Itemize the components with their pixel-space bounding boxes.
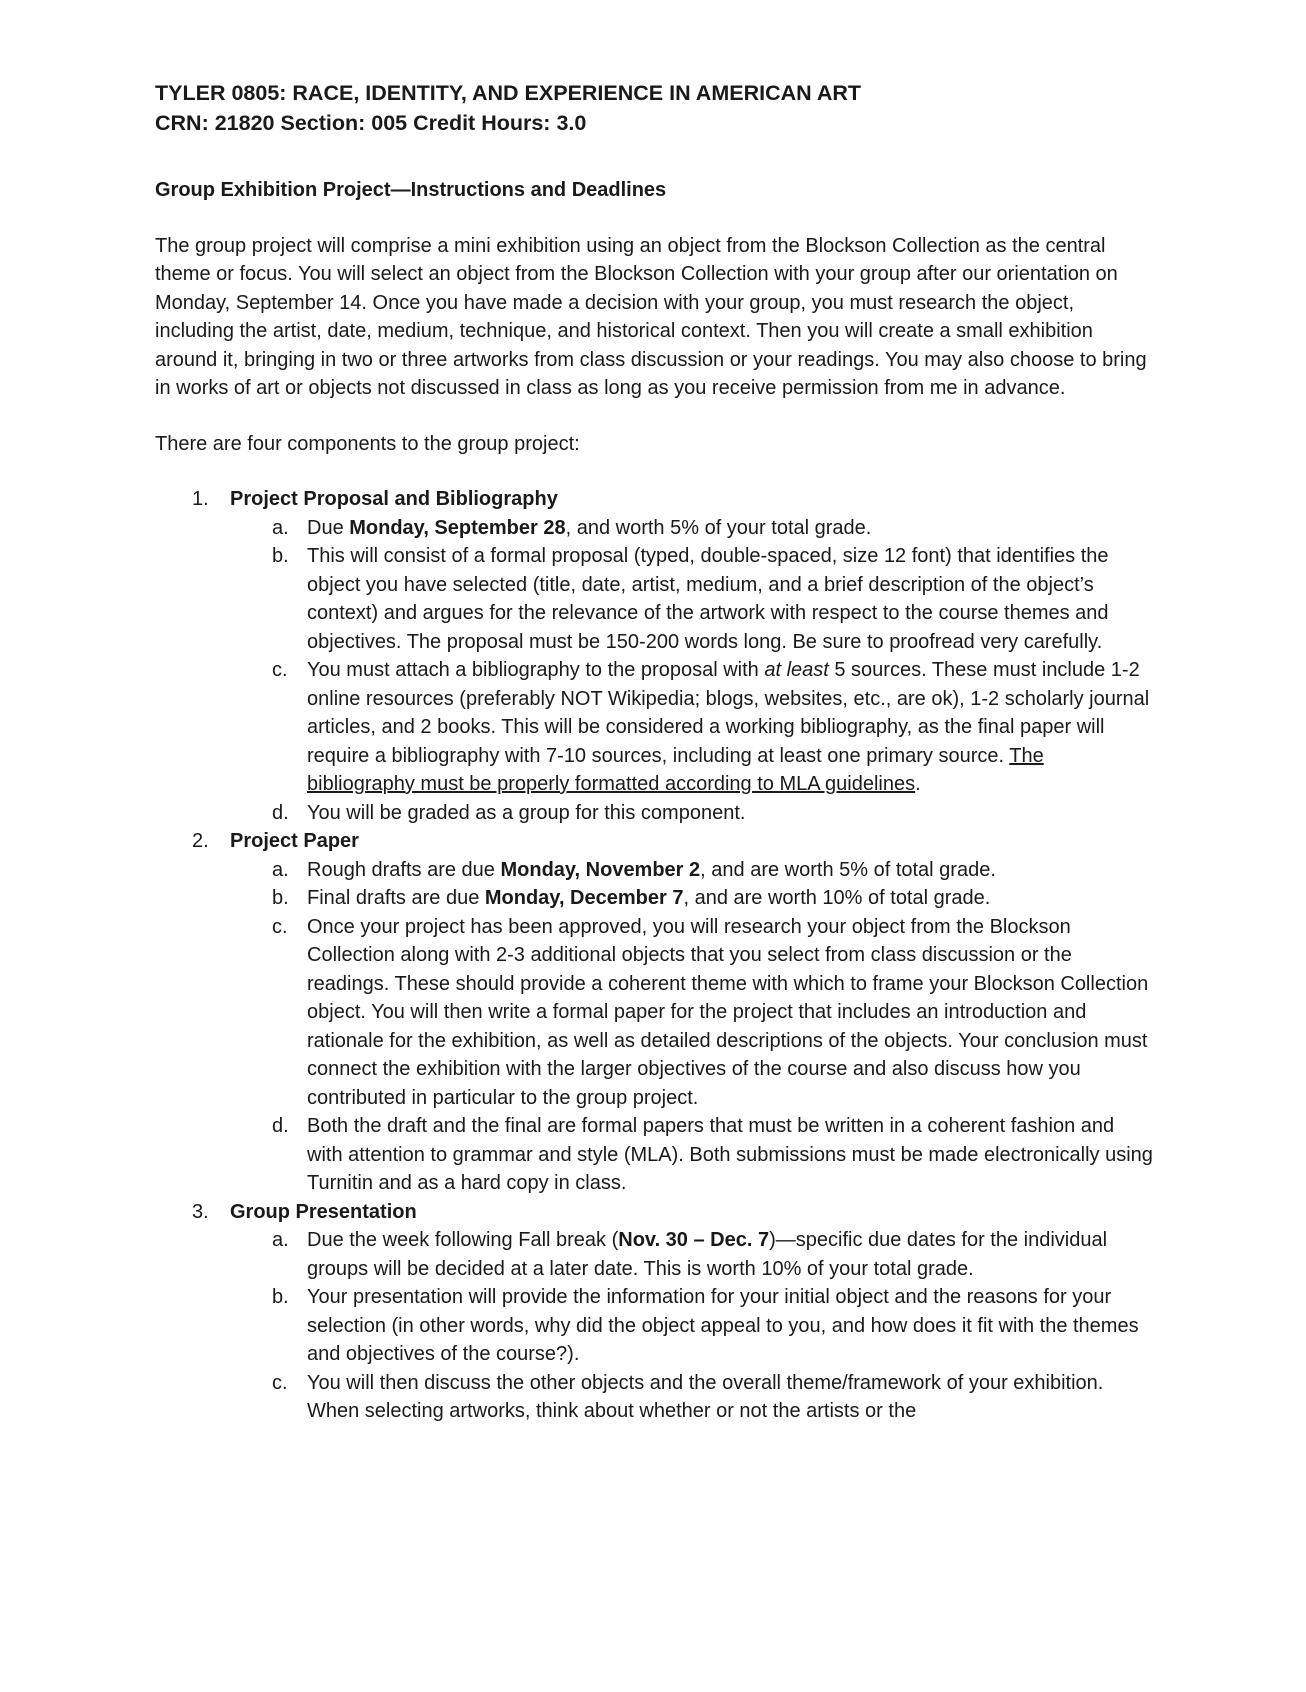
sub-item — [155, 799, 1155, 828]
sub-item — [155, 884, 1155, 913]
sub-item — [155, 856, 1155, 885]
sub-item-letter: b. — [272, 545, 289, 567]
item-title: Project Paper — [230, 830, 359, 852]
emphasis-text: at least — [764, 659, 829, 681]
sub-item — [155, 1226, 1155, 1283]
sub-item — [155, 913, 1155, 1113]
sub-item-text: Your presentation will provide the information for your initial object and the reasons for your selection (in other words, why did the object appeal to you, and how does it fit with the themes and objectives of the course?). — [307, 1286, 1139, 1365]
sub-item-letter: b. — [272, 887, 289, 909]
list-item-presentation — [155, 1198, 1155, 1227]
item-title: Project Proposal and Bibliography — [230, 488, 558, 510]
sub-item-letter: c. — [272, 915, 288, 938]
sub-item-text: Final drafts are due — [307, 887, 485, 909]
due-date: Nov. 30 – Dec. 7 — [618, 1229, 770, 1251]
sub-item-letter: a. — [272, 858, 289, 881]
sub-item-letter: d. — [272, 1115, 289, 1137]
sub-item-text: , and are worth 10% of total grade. — [683, 887, 991, 909]
sub-item-text: Both the draft and the final are formal papers that must be written in a coherent fashion and with attention to grammar and style (MLA). Both submissions must be made electronically using Turnitin and as a hard copy in class. — [307, 1115, 1153, 1194]
sub-item-letter: a. — [272, 1229, 289, 1251]
section-heading: Group Exhibition Project—Instructions and Deadlines — [155, 179, 667, 201]
sub-item-text: Due the week following Fall break ( — [307, 1229, 619, 1251]
course-info: CRN: 21820 Section: 005 Credit Hours: 3.0 — [155, 111, 587, 135]
item-number: 1. — [192, 488, 209, 510]
sub-item — [155, 656, 1155, 799]
sub-item-text: 5 sources. These must include 1-2 online resources (preferably NOT Wikipedia; blogs, websites, etc., are ok), 1-2 scholarly journal articles, and 2 books. This will be considered a working bibliography, as the final paper will require a bibliography with 7-10 sources, including at least one primary source. — [307, 659, 1150, 767]
sub-item-letter: c. — [272, 659, 288, 681]
item-number: 2. — [192, 830, 209, 852]
sub-item — [155, 1369, 1155, 1426]
sub-item — [155, 542, 1155, 656]
sub-item-letter: a. — [272, 516, 289, 539]
due-date: Monday, December 7 — [484, 887, 684, 909]
item-number: 3. — [192, 1200, 209, 1223]
underlined-text: The bibliography must be properly formatted according to MLA guidelines — [307, 744, 1044, 795]
document-content — [155, 78, 1155, 1426]
sub-item-text: This will consist of a formal proposal (typed, double-spaced, size 12 font) that identifies the object you have selected (title, date, artist, medium, and a brief description of the object’s context) and argues for the relevance of the artwork with respect to the course themes and objectives. The proposal must be 150-200 words long. Be sure to proofread very carefully. — [307, 545, 1109, 653]
due-date: Monday, November 2 — [500, 858, 701, 881]
sub-item-text: You must attach a bibliography to the proposal with — [307, 659, 765, 681]
sub-item — [155, 1112, 1155, 1198]
intro-paragraph: The group project will comprise a mini exhibition using an object from the Blockson Collection as the central theme or focus. You will select an object from the Blockson Collection with your group after our orientation on Monday, September 14. Once you have made a decision with your group, you must research the object, including the artist, date, medium, technique, and historical context. Then you will create a small exhibition around it, bringing in two or three artworks from class discussion or your readings. You may also choose to bring in works of art or objects not discussed in class as long as you receive permission from me in advance. — [155, 234, 1147, 399]
sub-item-text: )—specific due dates for the individual groups will be decided at a later date. This is worth 10% of your total grade. — [307, 1229, 1108, 1280]
sub-item — [155, 514, 1155, 543]
sub-item-letter: c. — [272, 1371, 288, 1394]
sub-item-text: You will then discuss the other objects and the overall theme/framework of your exhibition. When selecting artworks, think about whether or not the artists or the — [307, 1371, 1104, 1422]
sub-item-text: Due — [307, 516, 350, 539]
list-item-paper — [155, 827, 1155, 856]
sub-item — [155, 1283, 1155, 1369]
sub-item-text: , and are worth 5% of total grade. — [700, 858, 996, 881]
sub-item-text: . — [915, 773, 921, 795]
sub-item-text: You will be graded as a group for this component. — [307, 801, 746, 824]
item-title: Group Presentation — [230, 1200, 417, 1223]
sub-item-letter: d. — [272, 801, 289, 824]
components-intro: There are four components to the group project: — [155, 432, 580, 455]
due-date: Monday, September 28 — [349, 516, 566, 539]
list-item-proposal — [155, 485, 1155, 514]
sub-item-text: Rough drafts are due — [307, 858, 501, 881]
sub-item-letter: b. — [272, 1286, 289, 1308]
sub-item-text: , and worth 5% of your total grade. — [565, 516, 872, 539]
sub-item-text: Once your project has been approved, you will research your object from the Blockson Collection along with 2-3 additional objects that you select from class discussion or the readings. These should provide a coherent theme with which to frame your Blockson Collection object. You will then write a formal paper for the project that includes an introduction and rationale for the exhibition, as well as detailed descriptions of the objects. Your conclusion must connect the exhibition with the larger objectives of the course and also discuss how you contributed in particular to the group project. — [307, 915, 1149, 1109]
course-title: TYLER 0805: RACE, IDENTITY, AND EXPERIENCE IN AMERICAN ART — [155, 81, 862, 105]
